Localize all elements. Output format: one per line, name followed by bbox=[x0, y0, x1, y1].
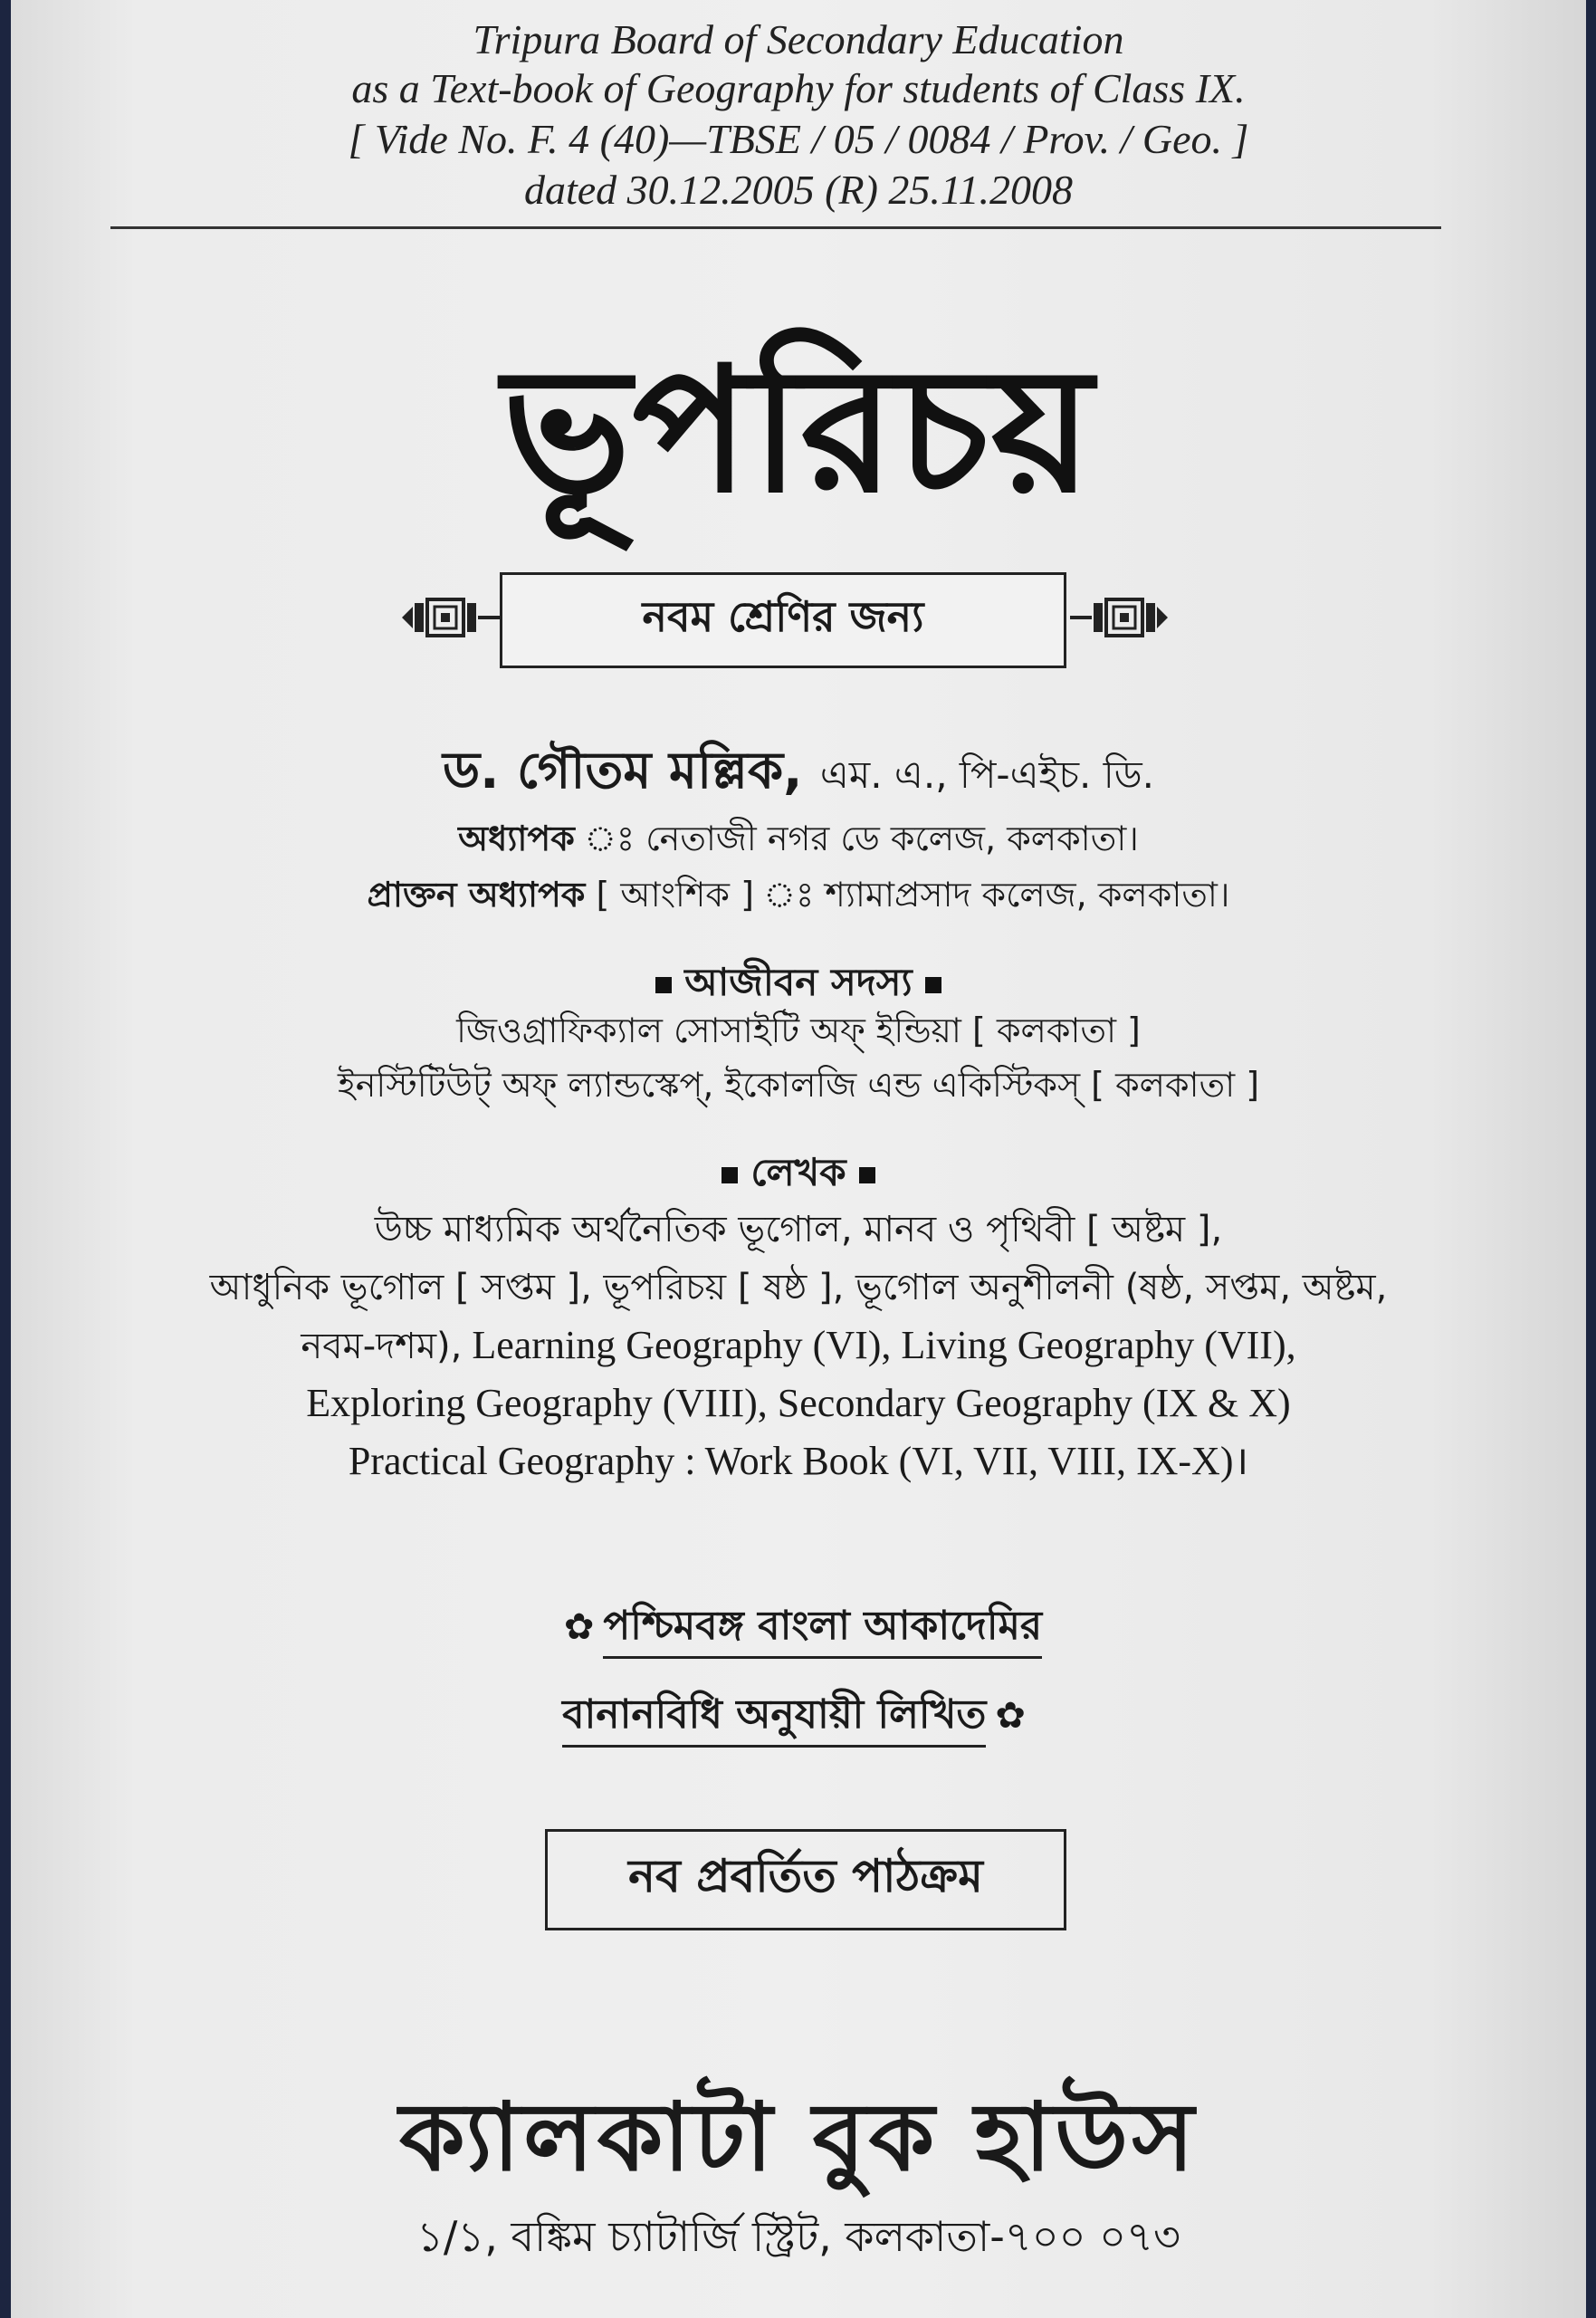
writer-books-line-3 bbox=[11, 1320, 1586, 1372]
publisher-name: ক্যালকাটা বুক হাউস bbox=[399, 2082, 1198, 2192]
author-position-2 bbox=[11, 873, 1586, 916]
position-1-label: অধ্যাপক bbox=[458, 819, 575, 858]
publisher-address: ১/১, বঙ্কিম চ্যাটার্জি স্ট্রিট, কলকাতা-৭০০ ০৭৩ bbox=[416, 2212, 1180, 2261]
position-2-value: [ আংশিক ] ঃ শ্যামাপ্রসাদ কলেজ, কলকাতা। bbox=[596, 875, 1230, 915]
membership-item-1: জিওগ্রাফিক্যাল সোসাইটি অফ্ ইন্ডিয়া [ কলকাতা ] bbox=[456, 1011, 1141, 1050]
author-name: ড. গৌতম মল্লিক, bbox=[442, 742, 803, 800]
writer-books-line-2: আধুনিক ভূগোল [ সপ্তম ], ভূপরিচয় [ ষষ্ঠ ], ভূগোল অনুশীলনী (ষষ্ঠ, সপ্তম, অষ্টম, bbox=[209, 1267, 1388, 1308]
class-badge-group bbox=[400, 565, 1170, 674]
writer-books-line-3-bn: নবম-দশম), bbox=[301, 1326, 463, 1367]
class-badge: নবম শ্রেণির জন্য bbox=[500, 572, 1066, 668]
ornament-left-icon bbox=[400, 590, 500, 645]
header-line-4: dated 30.12.2005 (R) 25.11.2008 bbox=[523, 167, 1074, 213]
flower-icon: ✿ bbox=[563, 1606, 595, 1648]
position-1-value: ঃ নেতাজী নগর ডে কলেজ, কলকাতা। bbox=[635, 819, 1139, 858]
writer-books-line-1: উচ্চ মাধ্যমিক অর্থনৈতিক ভূগোল, মানব ও পৃথিবী [ অষ্টম ], bbox=[374, 1209, 1223, 1250]
bullet-square-icon bbox=[859, 1167, 875, 1183]
membership-heading: আজীবন সদস্য bbox=[11, 953, 1586, 1017]
bullet-square-icon bbox=[722, 1167, 738, 1183]
bullet-square-icon bbox=[925, 977, 941, 993]
header-line-2: as a Text-book of Geography for students of Class IX. bbox=[351, 65, 1246, 111]
writer-books-line-5: Practical Geography : Work Book (VI, VII, VIII, IX-X)। bbox=[348, 1439, 1249, 1483]
author-line bbox=[11, 732, 1586, 817]
author-position-1 bbox=[11, 817, 1586, 860]
header-line-1: Tripura Board of Secondary Education bbox=[473, 16, 1124, 62]
writer-heading: লেখক bbox=[11, 1143, 1586, 1207]
position-2-label: প্রাক্তন অধ্যাপক bbox=[367, 875, 586, 915]
syllabus-box: নব প্রবর্তিত পাঠক্রম bbox=[545, 1829, 1066, 1930]
bullet-square-icon bbox=[655, 977, 672, 993]
ornament-right-icon bbox=[1070, 590, 1170, 645]
book-title-page bbox=[11, 0, 1586, 2318]
writer-books-line-4: Exploring Geography (VIII), Secondary Geography (IX & X) bbox=[306, 1381, 1291, 1425]
book-title: ভূপরিচয় bbox=[502, 330, 1094, 531]
academy-line-1: ✿ পশ্চিমবঙ্গ বাংলা আকাদেমির bbox=[11, 1595, 1586, 1662]
author-degrees: এম. এ., পি-এইচ. ডি. bbox=[819, 752, 1155, 797]
header-divider bbox=[110, 226, 1441, 229]
membership-item-2: ইনস্টিটিউট্ অফ্ ল্যান্ডস্কেপ্, ইকোলজি এন্ড একিস্টিকস্ [ কলকাতা ] bbox=[337, 1065, 1260, 1105]
academy-line-2: বানানবিধি অনুযায়ী লিখিত ✿ bbox=[11, 1684, 1586, 1750]
flower-icon: ✿ bbox=[995, 1695, 1026, 1737]
header-line-3: [ Vide No. F. 4 (40)—TBSE / 05 / 0084 / Prov. / Geo. ] bbox=[348, 116, 1249, 162]
writer-books-line-3-en: Learning Geography (VI), Living Geography (VII), bbox=[462, 1323, 1296, 1367]
